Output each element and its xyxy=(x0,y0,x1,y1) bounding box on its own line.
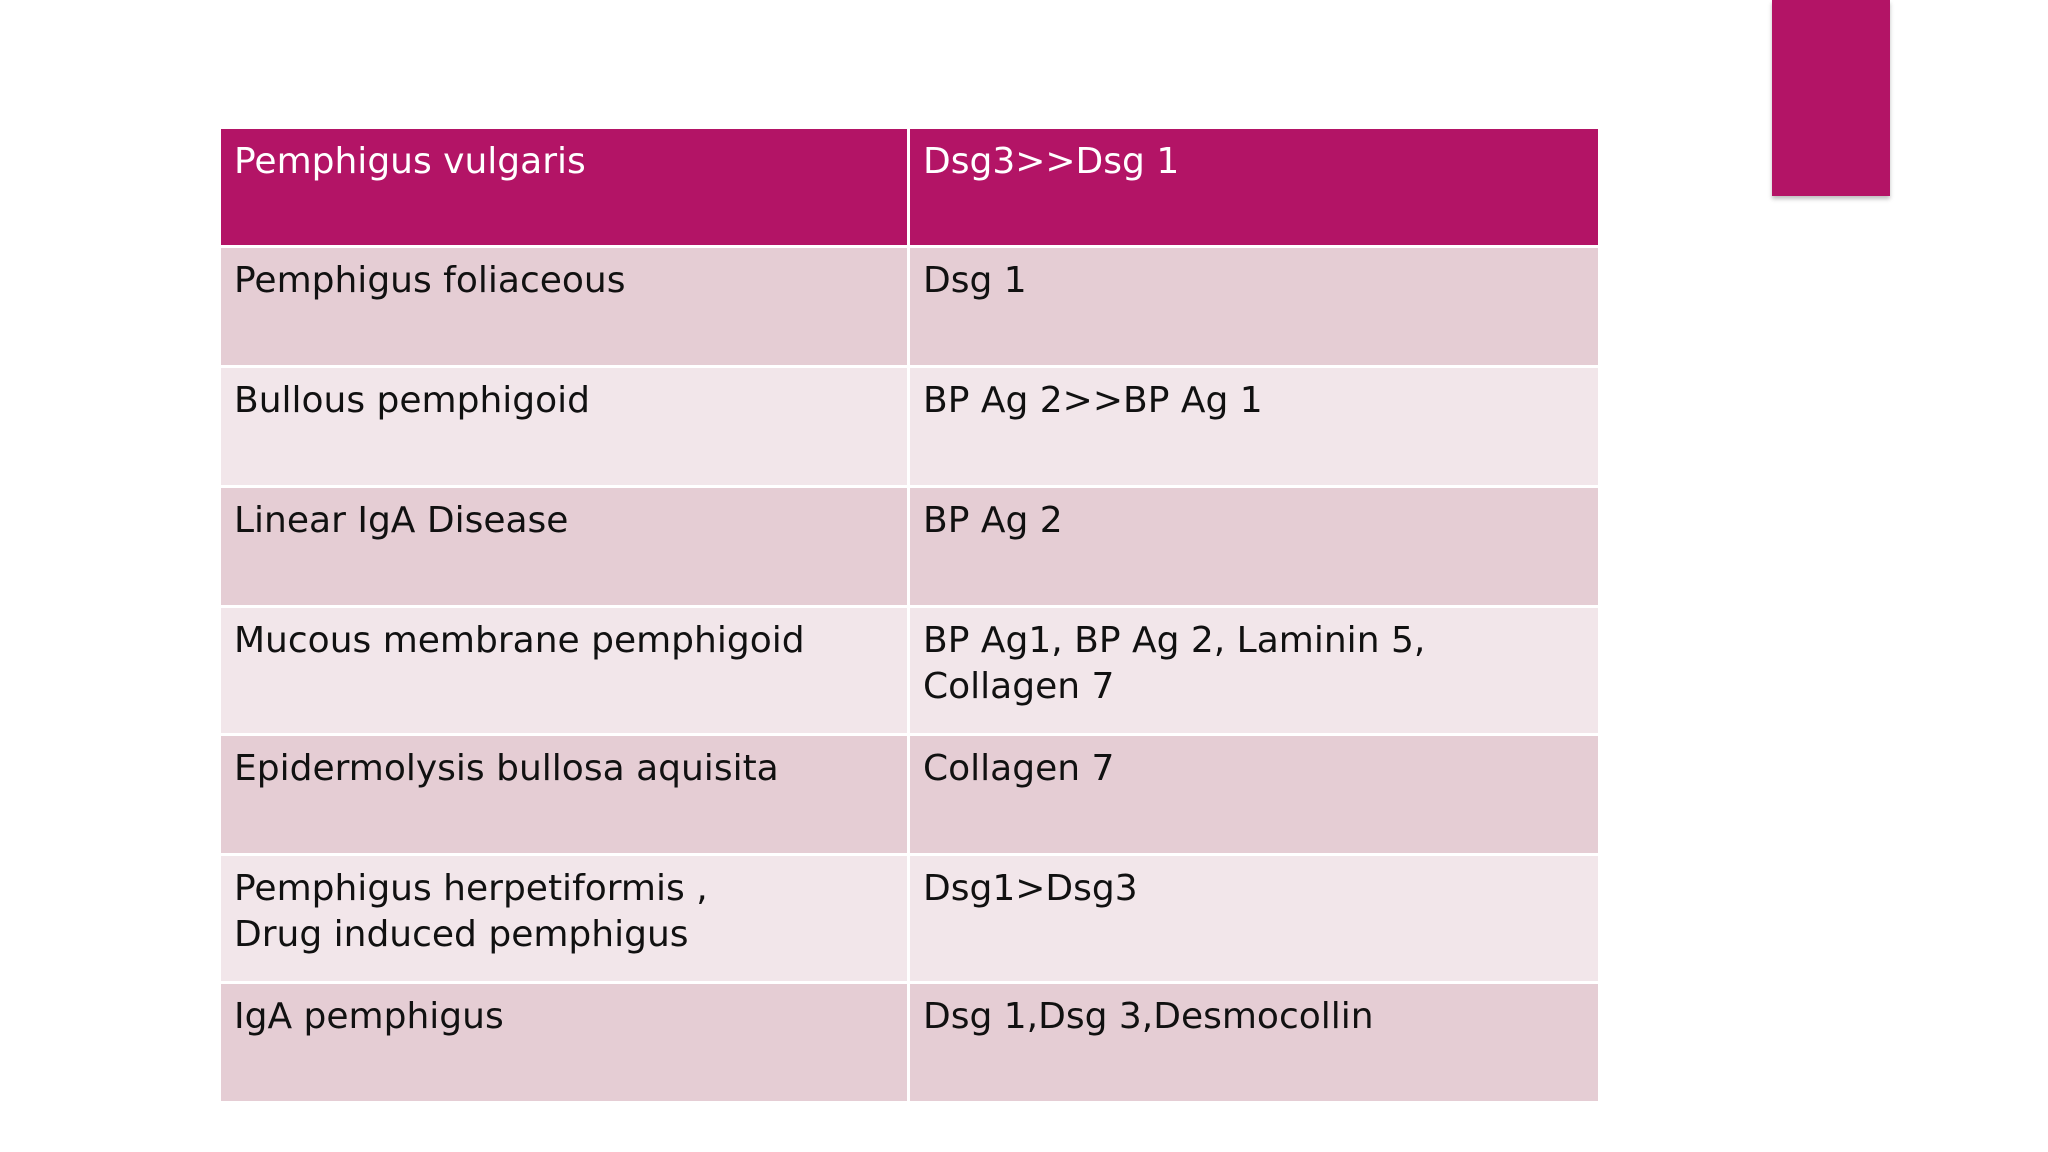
table-cell-disease: Bullous pemphigoid xyxy=(221,368,907,485)
table-header-cell: Dsg3>>Dsg 1 xyxy=(910,129,1598,245)
table-row xyxy=(221,736,1598,853)
table-row xyxy=(221,368,1598,485)
table-cell-antigen: Dsg 1 xyxy=(910,248,1598,365)
table-cell-antigen: BP Ag 2>>BP Ag 1 xyxy=(910,368,1598,485)
table-cell-disease: Pemphigus foliaceous xyxy=(221,248,907,365)
table-header-row xyxy=(221,129,1598,245)
disease-antigen-table xyxy=(218,126,1601,1104)
table-cell-disease: Mucous membrane pemphigoid xyxy=(221,608,907,733)
table-cell-antigen: Collagen 7 xyxy=(910,736,1598,853)
table-cell-disease: IgA pemphigus xyxy=(221,984,907,1101)
table-cell-antigen: BP Ag 2 xyxy=(910,488,1598,605)
table-row xyxy=(221,608,1598,733)
table-cell-antigen: BP Ag1, BP Ag 2, Laminin 5, Collagen 7 xyxy=(910,608,1598,733)
table-row xyxy=(221,248,1598,365)
table-row xyxy=(221,488,1598,605)
table-row xyxy=(221,856,1598,981)
table-cell-disease: Epidermolysis bullosa aquisita xyxy=(221,736,907,853)
table-header-cell: Pemphigus vulgaris xyxy=(221,129,907,245)
table-cell-disease: Linear IgA Disease xyxy=(221,488,907,605)
table-cell-antigen: Dsg 1,Dsg 3,Desmocollin xyxy=(910,984,1598,1101)
accent-bar xyxy=(1772,0,1890,196)
table-cell-antigen: Dsg1>Dsg3 xyxy=(910,856,1598,981)
table-row xyxy=(221,984,1598,1101)
table-cell-disease: Pemphigus herpetiformis , Drug induced pemphigus xyxy=(221,856,907,981)
